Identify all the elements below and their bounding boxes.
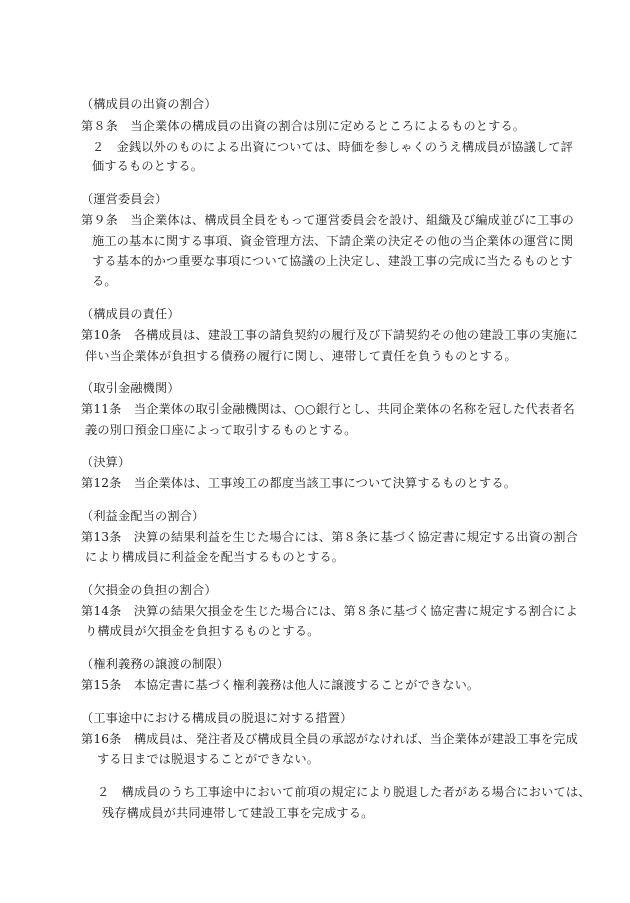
article-15-line-1: 第15条 本協定書に基づく権利義務は他人に譲渡することができない。 (81, 678, 480, 692)
article-9-line-3: する基本的かつ重要な事項について協議の上決定し、建設工事の完成に当たるものとす (92, 254, 573, 268)
heading-article-10: （構成員の責任） (81, 307, 180, 321)
article-14-line-1: 第14条 決算の結果欠損金を生じた場合には、第８条に基づく協定書に規定する割合によ (81, 604, 578, 618)
article-8-para-2-line-2: 価するものとする。 (92, 159, 204, 173)
article-9-line-1: 第９条 当企業体は、構成員全員をもって運営委員会を設け、組織及び編成並びに工事の (81, 213, 575, 227)
article-8-para-2-line-1: ２ 金銭以外のものによる出資については、時価を参しゃくのうえ構成員が協議して評 (92, 140, 573, 154)
article-12-line-1: 第12条 当企業体は、工事竣工の都度当該工事について決算するものとする。 (81, 476, 517, 490)
article-13-line-2: により構成員に利益金を配当するものとする。 (85, 550, 345, 564)
article-9-line-4: る。 (92, 274, 117, 288)
article-9-line-2: 施工の基本に関する事項、資金管理方法、下請企業の決定その他の当企業体の運営に関 (92, 234, 574, 248)
heading-article-9: （運営委員会） (81, 192, 168, 206)
heading-article-11: （取引金融機関） (81, 381, 180, 395)
article-8-line-1: 第８条 当企業体の構成員の出資の割合は別に定めるところによるものとする。 (81, 119, 526, 133)
article-16-para-2-line-2: 残存構成員が共同連帯して建設工事を完成する。 (102, 806, 374, 820)
article-11-line-2: 義の別口預金口座によって取引するものとする。 (85, 423, 357, 437)
heading-article-8: （構成員の出資の割合） (81, 97, 217, 111)
heading-article-13: （利益金配当の割合） (81, 509, 205, 523)
heading-article-16: （工事途中における構成員の脱退に対する措置） (81, 711, 353, 725)
article-10-line-2: 伴い当企業体が負担する債務の履行に関し、連帯して責任を負うものとする。 (85, 349, 517, 363)
heading-article-15: （権利義務の譲渡の制限） (81, 657, 230, 671)
article-10-line-1: 第10条 各構成員は、建設工事の請負契約の履行及び下請契約その他の建設工事の実施に (81, 328, 578, 342)
article-14-line-2: り構成員が欠損金を負担するものとする。 (85, 624, 320, 638)
article-16-line-1: 第16条 構成員は、発注者及び構成員全員の承認がなければ、当企業体が建設工事を完成 (81, 732, 578, 746)
article-16-para-2-line-1: ２ 構成員のうち工事途中において前項の規定により脱退した者がある場合においては、 (97, 785, 591, 799)
article-11-line-1: 第11条 当企業体の取引金融機関は、○○銀行とし、共同企業体の名称を冠した代表者名 (81, 402, 575, 416)
heading-article-12: （決算） (81, 455, 131, 469)
article-16-line-2: する日までは脱退することができない。 (97, 752, 320, 766)
article-13-line-1: 第13条 決算の結果利益を生じた場合には、第８条に基づく協定書に規定する出資の割合 (81, 530, 578, 544)
heading-article-14: （欠損金の負担の割合） (81, 583, 217, 597)
